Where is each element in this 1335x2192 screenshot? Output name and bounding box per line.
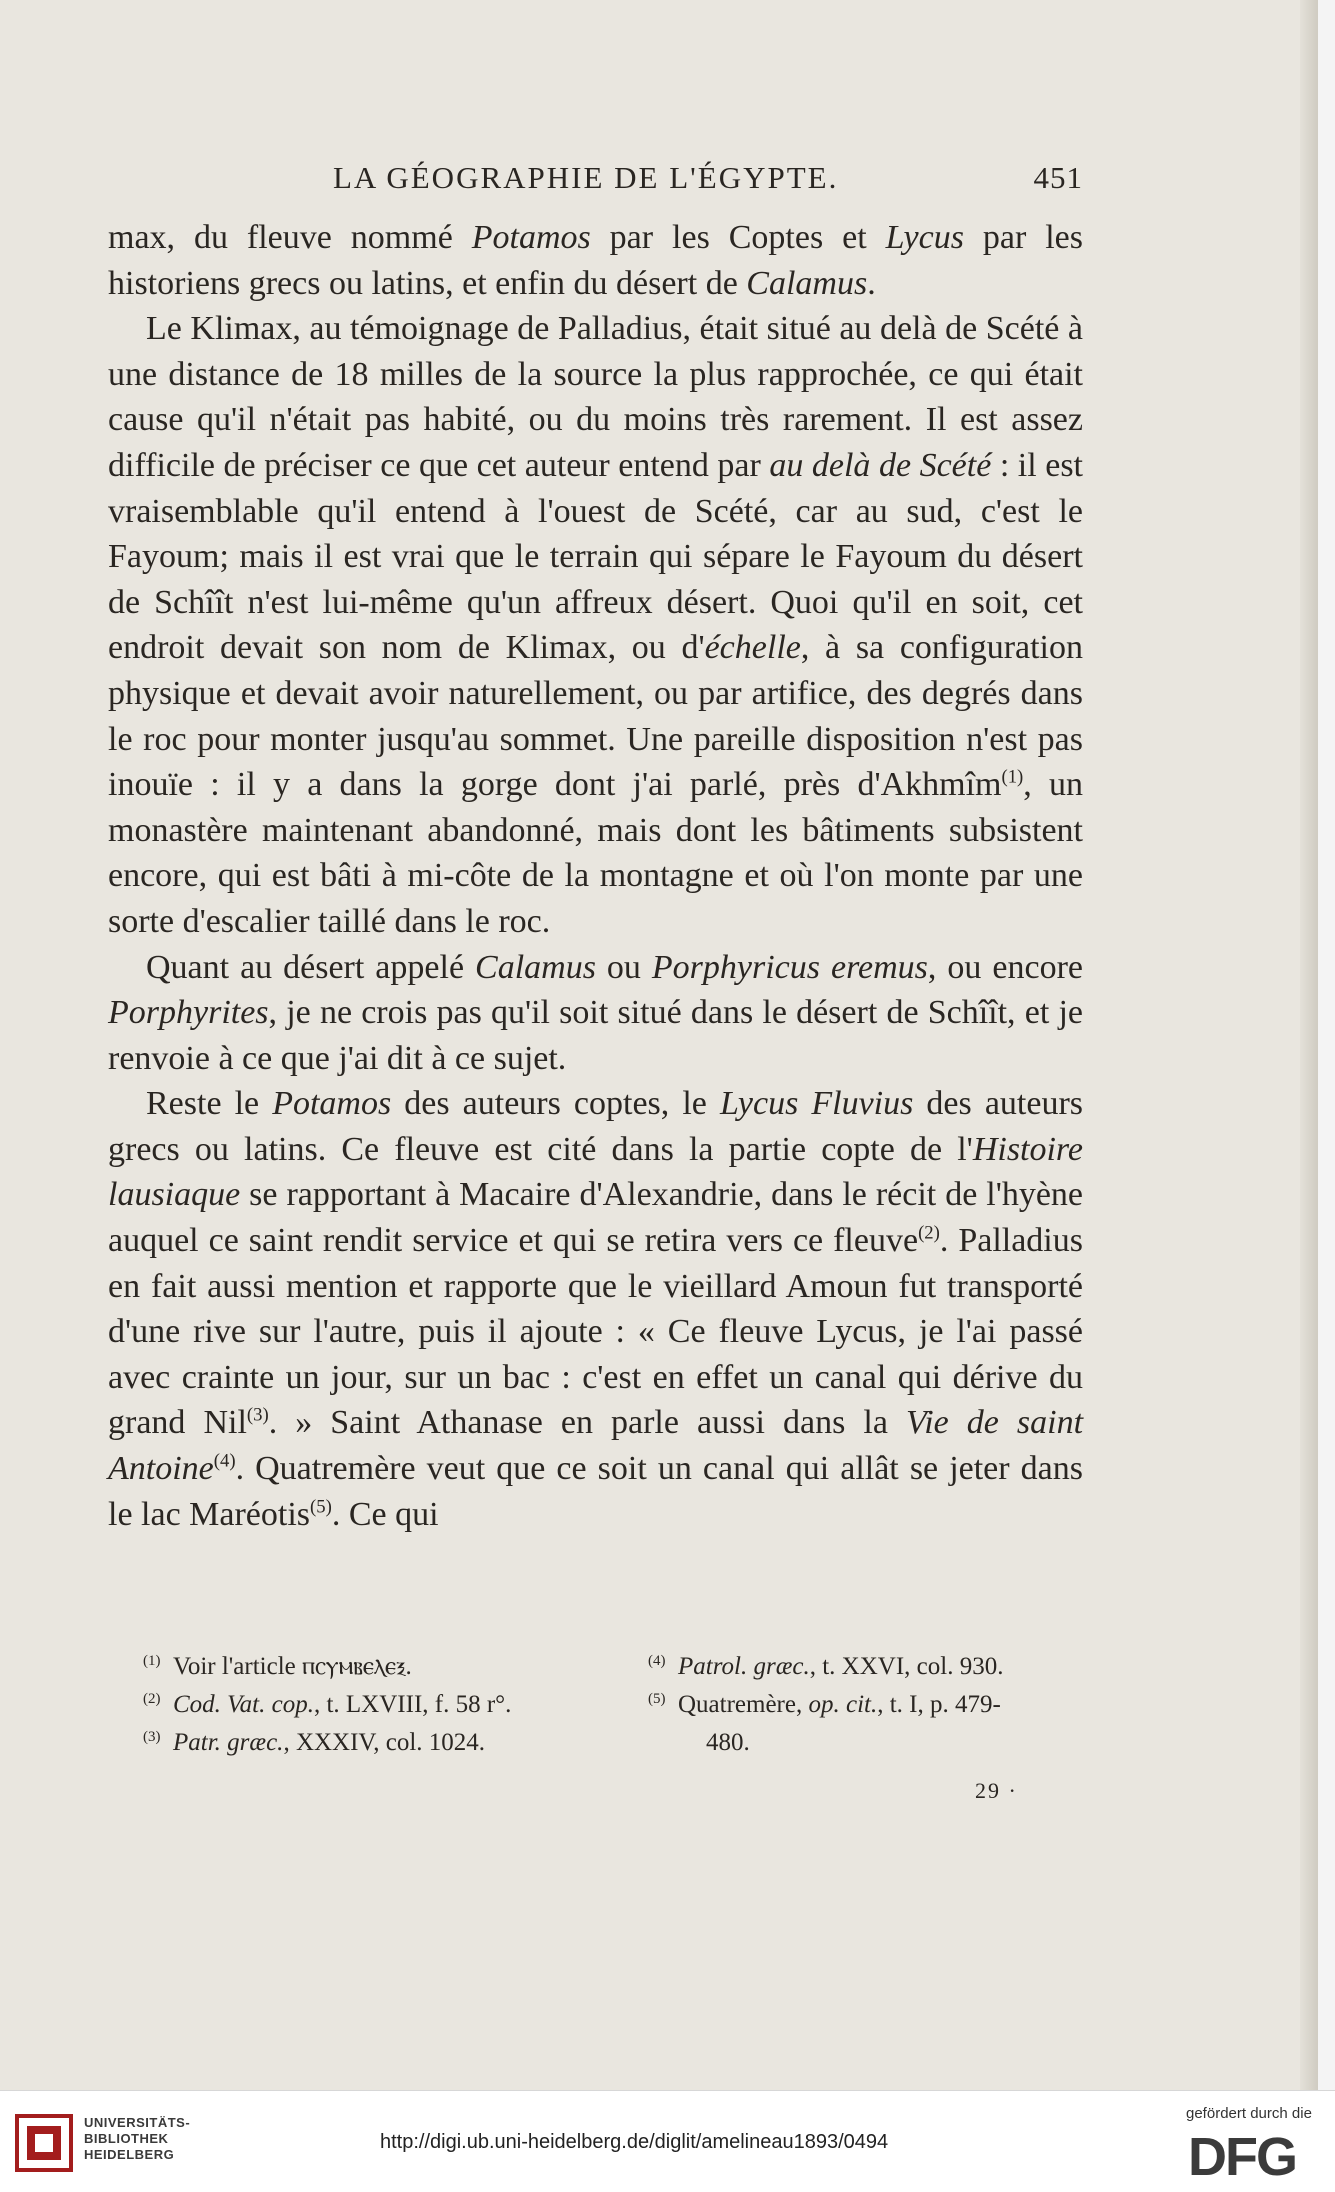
footnotes-left-column <box>143 1648 703 1762</box>
footnote-2: (2) Cod. Vat. cop., t. LXVIII, f. 58 r°. <box>143 1690 512 1718</box>
university-library-logo <box>14 2113 74 2173</box>
paragraph: Reste le Potamos des auteurs coptes, le Lycus Fluvius des auteurs grecs ou latins. Ce fleuve est cité dans la partie copte de l'Histoire lausiaque se rapportant à Macaire d'Alexandrie, dans le récit de l'hyène auquel ce saint rendit service et qui se retira vers ce fleuve$^{(2)}$. Palladius en fait aussi mention et rapporte que le vieillard Amoun fut transporté d'une rive sur l'autre, puis il ajoute : « Ce fleuve Lycus, je l'ai passé avec crainte un jour, sur un bac : c'est en effet un canal qui dérive du grand Nil$^{(3)}$. » Saint Athanase en parle aussi dans la Vie de saint Antoine$^{(4)}$. Quatremère veut que ce soit un canal qui allât se jeter dans le lac Maréotis$^{(5)}$. Ce qui <box>108 1085 1084 1533</box>
main-text <box>108 215 1083 1537</box>
paragraph: Le Klimax, au témoignage de Palladius, était situé au delà de Scété à une distance de 18 milles de la source la plus rapprochée, ce qui était cause qu'il n'était pas habité, ou du moins très rarement. Il est assez difficile de préciser ce que cet auteur entend par au delà de Scété : il est vraisemblable qu'il entend à l'ouest de Scété, car au sud, c'est le Fayoum; mais il est vrai que le terrain qui sépare le Fayoum du désert de Schîît n'est lui-même qu'un affreux désert. Quoi qu'il en soit, cet endroit devait son nom de Klimax, ou d'échelle, à sa configuration physique et devait avoir naturellement, ou par artifice, des degrés dans le roc pour monter jusqu'au sommet. Une pareille disposition n'est pas inouïe : il y a dans la gorge dont j'ai parlé, près d'Akhmîm$^{(1)}$, un monastère maintenant abandonné, mais dont les bâtiments subsistent encore, qui est bâti à mi-côte de la montagne et où l'on monte par une sorte d'escalier taillé dans le roc. <box>108 310 1084 940</box>
page-number: 451 <box>1033 160 1083 195</box>
footnote-3: (3) Patr. græc., XXXIV, col. 1024. <box>143 1728 486 1756</box>
footnote-5: (5) Quatremère, op. cit., t. I, p. 479- <box>648 1690 1001 1718</box>
signature-mark: 29 · <box>975 1778 1018 1803</box>
running-title: LA GÉOGRAPHIE DE L'ÉGYPTE. <box>333 160 839 195</box>
running-header <box>108 160 1083 208</box>
paragraph: max, du fleuve nommé Potamos par les Coptes et Lycus par les historiens grecs ou latins, et enfin du désert de Calamus. <box>108 219 1083 302</box>
footnote-5-continuation: 480. <box>706 1729 750 1756</box>
viewer-footer <box>0 2090 1335 2192</box>
svg-text:DFG: DFG <box>1188 2127 1296 2183</box>
funded-by-label: gefördert durch die <box>1186 2105 1312 2122</box>
source-url[interactable]: http://digi.ub.uni-heidelberg.de/diglit/amelineau1893/0494 <box>380 2131 889 2153</box>
dfg-logo <box>1186 2125 1316 2183</box>
footnote-1: (1) Voir l'article ⲡⲥⲩⲙⲃⲉⲗⲉⲝ. <box>143 1652 412 1680</box>
footnote-4: (4) Patrol. græc., t. XXVI, col. 930. <box>648 1652 1004 1680</box>
page-gutter-shadow <box>1300 0 1318 2090</box>
paragraph: Quant au désert appelé Calamus ou Porphyricus eremus, ou encore Porphyrites, je ne crois pas qu'il soit situé dans le désert de Schîît, et je renvoie à ce que j'ai dit à ce sujet. <box>108 948 1083 1077</box>
footnotes-right-column <box>648 1648 1088 1762</box>
library-name: UNIVERSITÄTS- BIBLIOTHEK HEIDELBERG <box>84 2115 191 2162</box>
page-edge <box>1318 0 1335 2090</box>
